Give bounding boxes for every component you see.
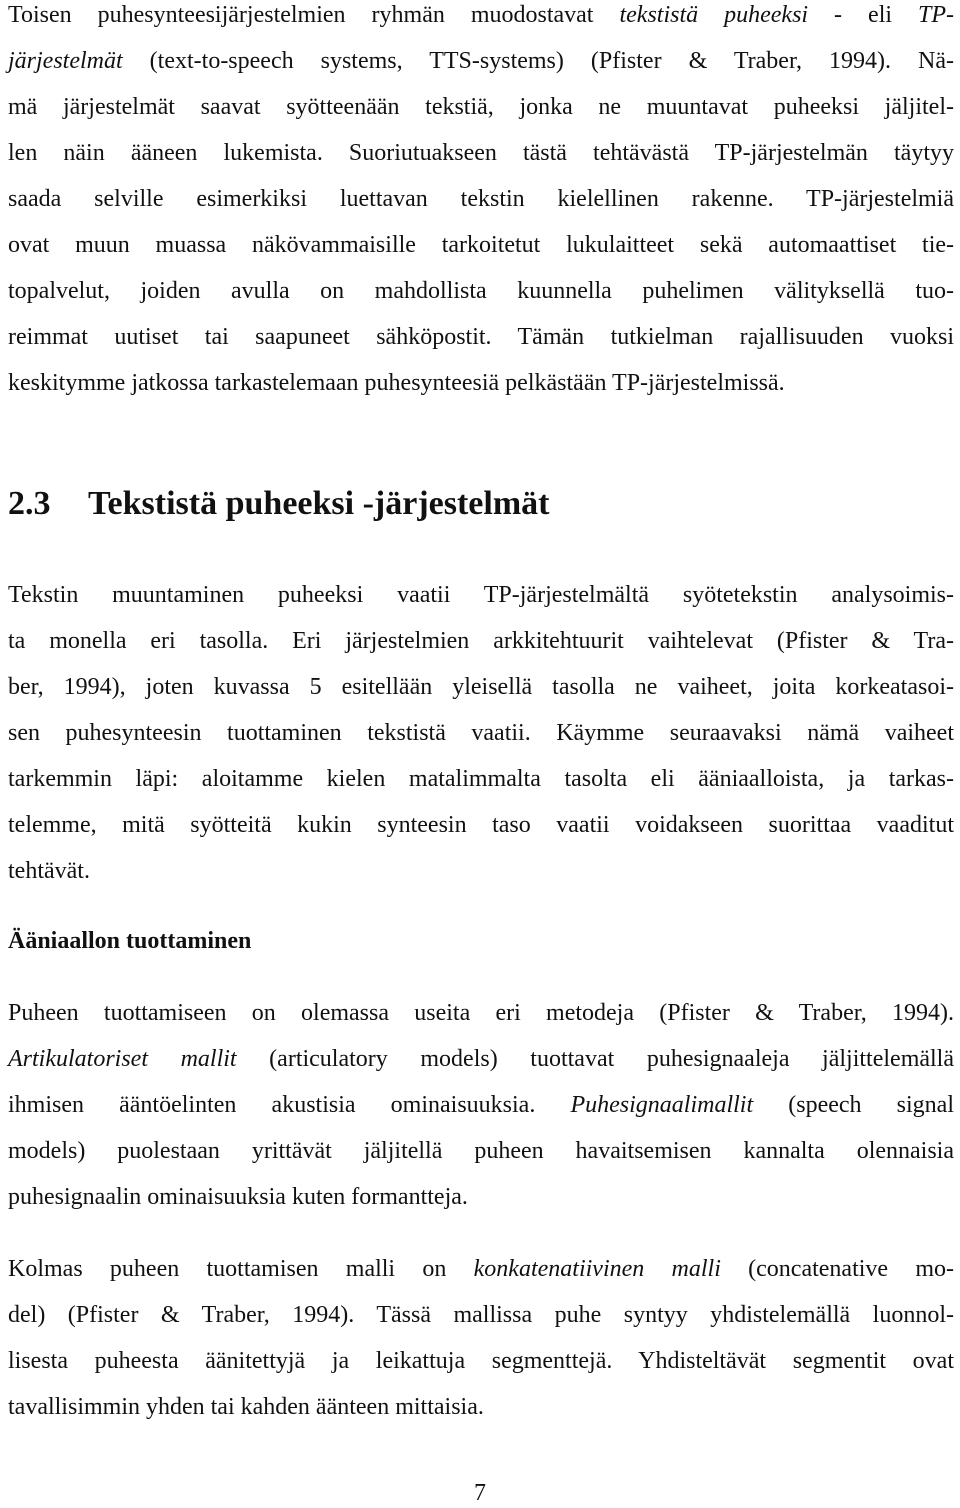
text-line: Puheen tuottamiseen on olemassa useita eri metodeja (Pfister & Traber, 1994). — [8, 1000, 954, 1026]
text-line: lisesta puheesta äänitettyjä ja leikattuja segmenttejä. Yhdisteltävät segmentit ovat — [8, 1348, 954, 1374]
text-line: tavallisimmin yhden tai kahden äänteen mittaisia. — [8, 1394, 484, 1420]
text-line: del) (Pfister & Traber, 1994). Tässä mallissa puhe syntyy yhdistelemällä luonnol- — [8, 1302, 954, 1328]
page-number: 7 — [474, 1480, 486, 1506]
subsection-heading: Ääniaallon tuottaminen — [8, 928, 252, 954]
text-line: models) puolestaan yrittävät jäljitellä puheen havaitsemisen kannalta olennaisia — [8, 1138, 954, 1164]
section-title: Tekstistä puheeksi -järjestelmät — [88, 485, 550, 522]
text-line: ta monella eri tasolla. Eri järjestelmien arkkitehtuurit vaihtelevat (Pfister & Tra- — [8, 628, 954, 654]
text-line: Tekstin muuntaminen puheeksi vaatii TP-järjestelmältä syötetekstin analysoimis- — [8, 582, 954, 608]
text-line: mä järjestelmät saavat syötteenään tekstiä, jonka ne muuntavat puheeksi jäljitel- — [8, 94, 954, 120]
text-line: tehtävät. — [8, 858, 90, 884]
text-line: len näin ääneen lukemista. Suoriutuakseen tästä tehtävästä TP-järjestelmän täytyy — [8, 140, 954, 166]
text-line: ovat muun muassa näkövammaisille tarkoitetut lukulaitteet sekä automaattiset tie- — [8, 232, 954, 258]
text-line: topalvelut, joiden avulla on mahdollista kuunnella puhelimen välityksellä tuo- — [8, 278, 954, 304]
section-number: 2.3 — [8, 485, 51, 522]
text-line: sen puhesynteesin tuottaminen tekstistä vaatii. Käymme seuraavaksi nämä vaiheet — [8, 720, 954, 746]
text-line: tarkemmin läpi: aloitamme kielen matalimmalta tasolta eli ääniaalloista, ja tarkas- — [8, 766, 954, 792]
text-line: saada selville esimerkiksi luettavan tekstin kielellinen rakenne. TP-järjestelmiä — [8, 186, 954, 212]
text-line: telemme, mitä syötteitä kukin synteesin taso vaatii voidakseen suorittaa vaaditut — [8, 812, 954, 838]
text-line: ihmisen ääntöelinten akustisia ominaisuuksia. Puhesignaalimallit (speech signal — [8, 1092, 955, 1118]
text-line: reimmat uutiset tai saapuneet sähköpostit. Tämän tutkielman rajallisuuden vuoksi — [8, 324, 954, 350]
text-line: järjestelmät (text-to-speech systems, TTS-systems) (Pfister & Traber, 1994). Nä- — [8, 48, 954, 74]
text-line: Artikulatoriset mallit (articulatory models) tuottavat puhesignaaleja jäljittelemällä — [8, 1046, 954, 1072]
text-line: Kolmas puheen tuottamisen malli on konkatenatiivinen malli (concatenative mo- — [8, 1256, 954, 1282]
section-heading — [8, 484, 550, 524]
text-line: keskitymme jatkossa tarkastelemaan puhesynteesiä pelkästään TP-järjestelmissä. — [8, 370, 785, 396]
text-line: ber, 1994), joten kuvassa 5 esitellään yleisellä tasolla ne vaiheet, joita korkeatasoi- — [8, 674, 954, 700]
text-line: puhesignaalin ominaisuuksia kuten formantteja. — [8, 1184, 468, 1210]
text-line: Toisen puhesynteesijärjestelmien ryhmän muodostavat tekstistä puheeksi - eli TP- — [8, 2, 955, 28]
